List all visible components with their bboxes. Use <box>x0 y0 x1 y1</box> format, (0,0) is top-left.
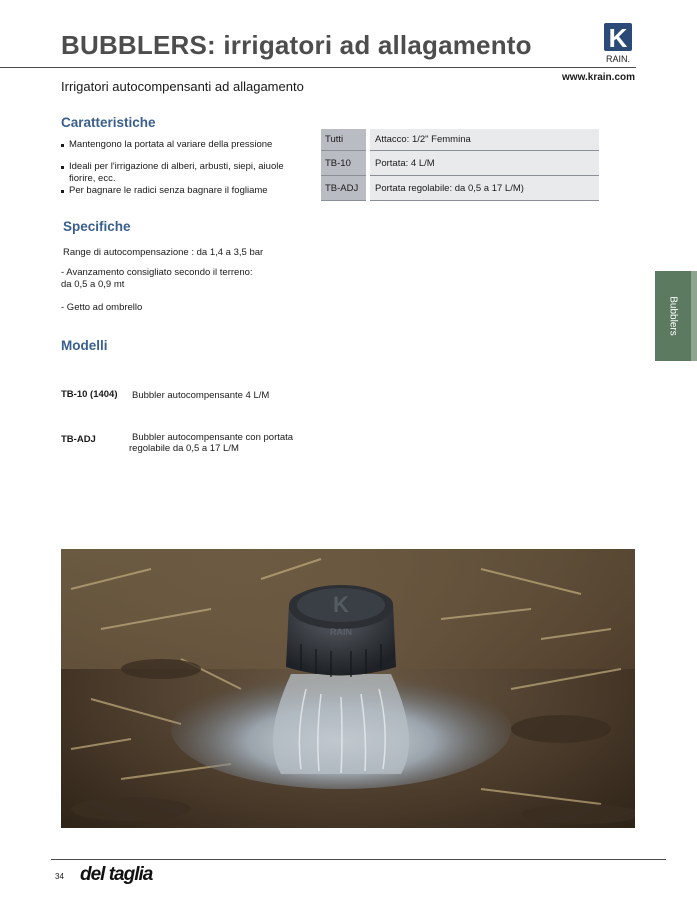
table-key: TB-ADJ <box>321 176 368 201</box>
product-photo <box>61 549 635 828</box>
model-desc: Bubbler autocompensante 4 L/M <box>132 390 270 401</box>
spec-getto: - Getto ad ombrello <box>61 302 143 313</box>
title-divider <box>0 67 636 68</box>
table-row <box>321 176 599 201</box>
footer-divider <box>51 859 666 860</box>
specifiche-heading: Specifiche <box>63 219 131 234</box>
page-title: BUBBLERS: irrigatori ad allagamento <box>61 30 532 60</box>
list-item: Per bagnare le radici senza bagnare il fogliame <box>61 185 311 197</box>
krain-logo <box>603 22 633 64</box>
page-number: 34 <box>55 872 64 881</box>
cap-text: RAIN <box>330 627 352 637</box>
logo-letter: K <box>608 23 628 53</box>
table-key: Tutti <box>321 129 368 151</box>
caratteristiche-list <box>61 139 311 207</box>
cap-letter: K <box>333 592 349 617</box>
table-value: Attacco: 1/2" Femmina <box>368 129 599 151</box>
model-desc-line2: regolabile da 0,5 a 17 L/M <box>129 443 239 454</box>
model-desc: Bubbler autocompensante con portata <box>132 432 294 443</box>
caratteristiche-heading: Caratteristiche <box>61 115 156 130</box>
modelli-heading: Modelli <box>61 338 108 353</box>
model-code: TB-ADJ <box>61 434 96 445</box>
spec-avanzamento: - Avanzamento consigliato secondo il terreno: <box>61 267 253 278</box>
spec-range: Range di autocompensazione : da 1,4 a 3,5 bar <box>63 247 264 258</box>
table-value: Portata regolabile: da 0,5 a 17 L/M) <box>368 176 599 201</box>
table-row <box>321 129 599 151</box>
model-code: TB-10 (1404) <box>61 389 118 400</box>
table-row <box>321 151 599 176</box>
spec-avanzamento-range: da 0,5 a 0,9 mt <box>61 279 125 290</box>
website-link[interactable]: www.krain.com <box>562 72 635 83</box>
table-value: Portata: 4 L/M <box>368 151 599 176</box>
brand-logo: del taglia <box>80 864 153 885</box>
logo-text: RAIN. <box>605 54 631 64</box>
spec-table <box>321 129 599 201</box>
list-item: Mantengono la portata al variare della pressione <box>61 139 311 151</box>
subtitle: Irrigatori autocompensanti ad allagamento <box>61 79 304 94</box>
table-key: TB-10 <box>321 151 368 176</box>
list-item: Ideali per l'irrigazione di alberi, arbusti, siepi, aiuole fiorire, ecc. <box>61 161 311 185</box>
section-side-tab[interactable] <box>655 271 697 361</box>
tab-edge <box>691 271 697 361</box>
side-tab-label: Bubblers <box>667 296 679 336</box>
